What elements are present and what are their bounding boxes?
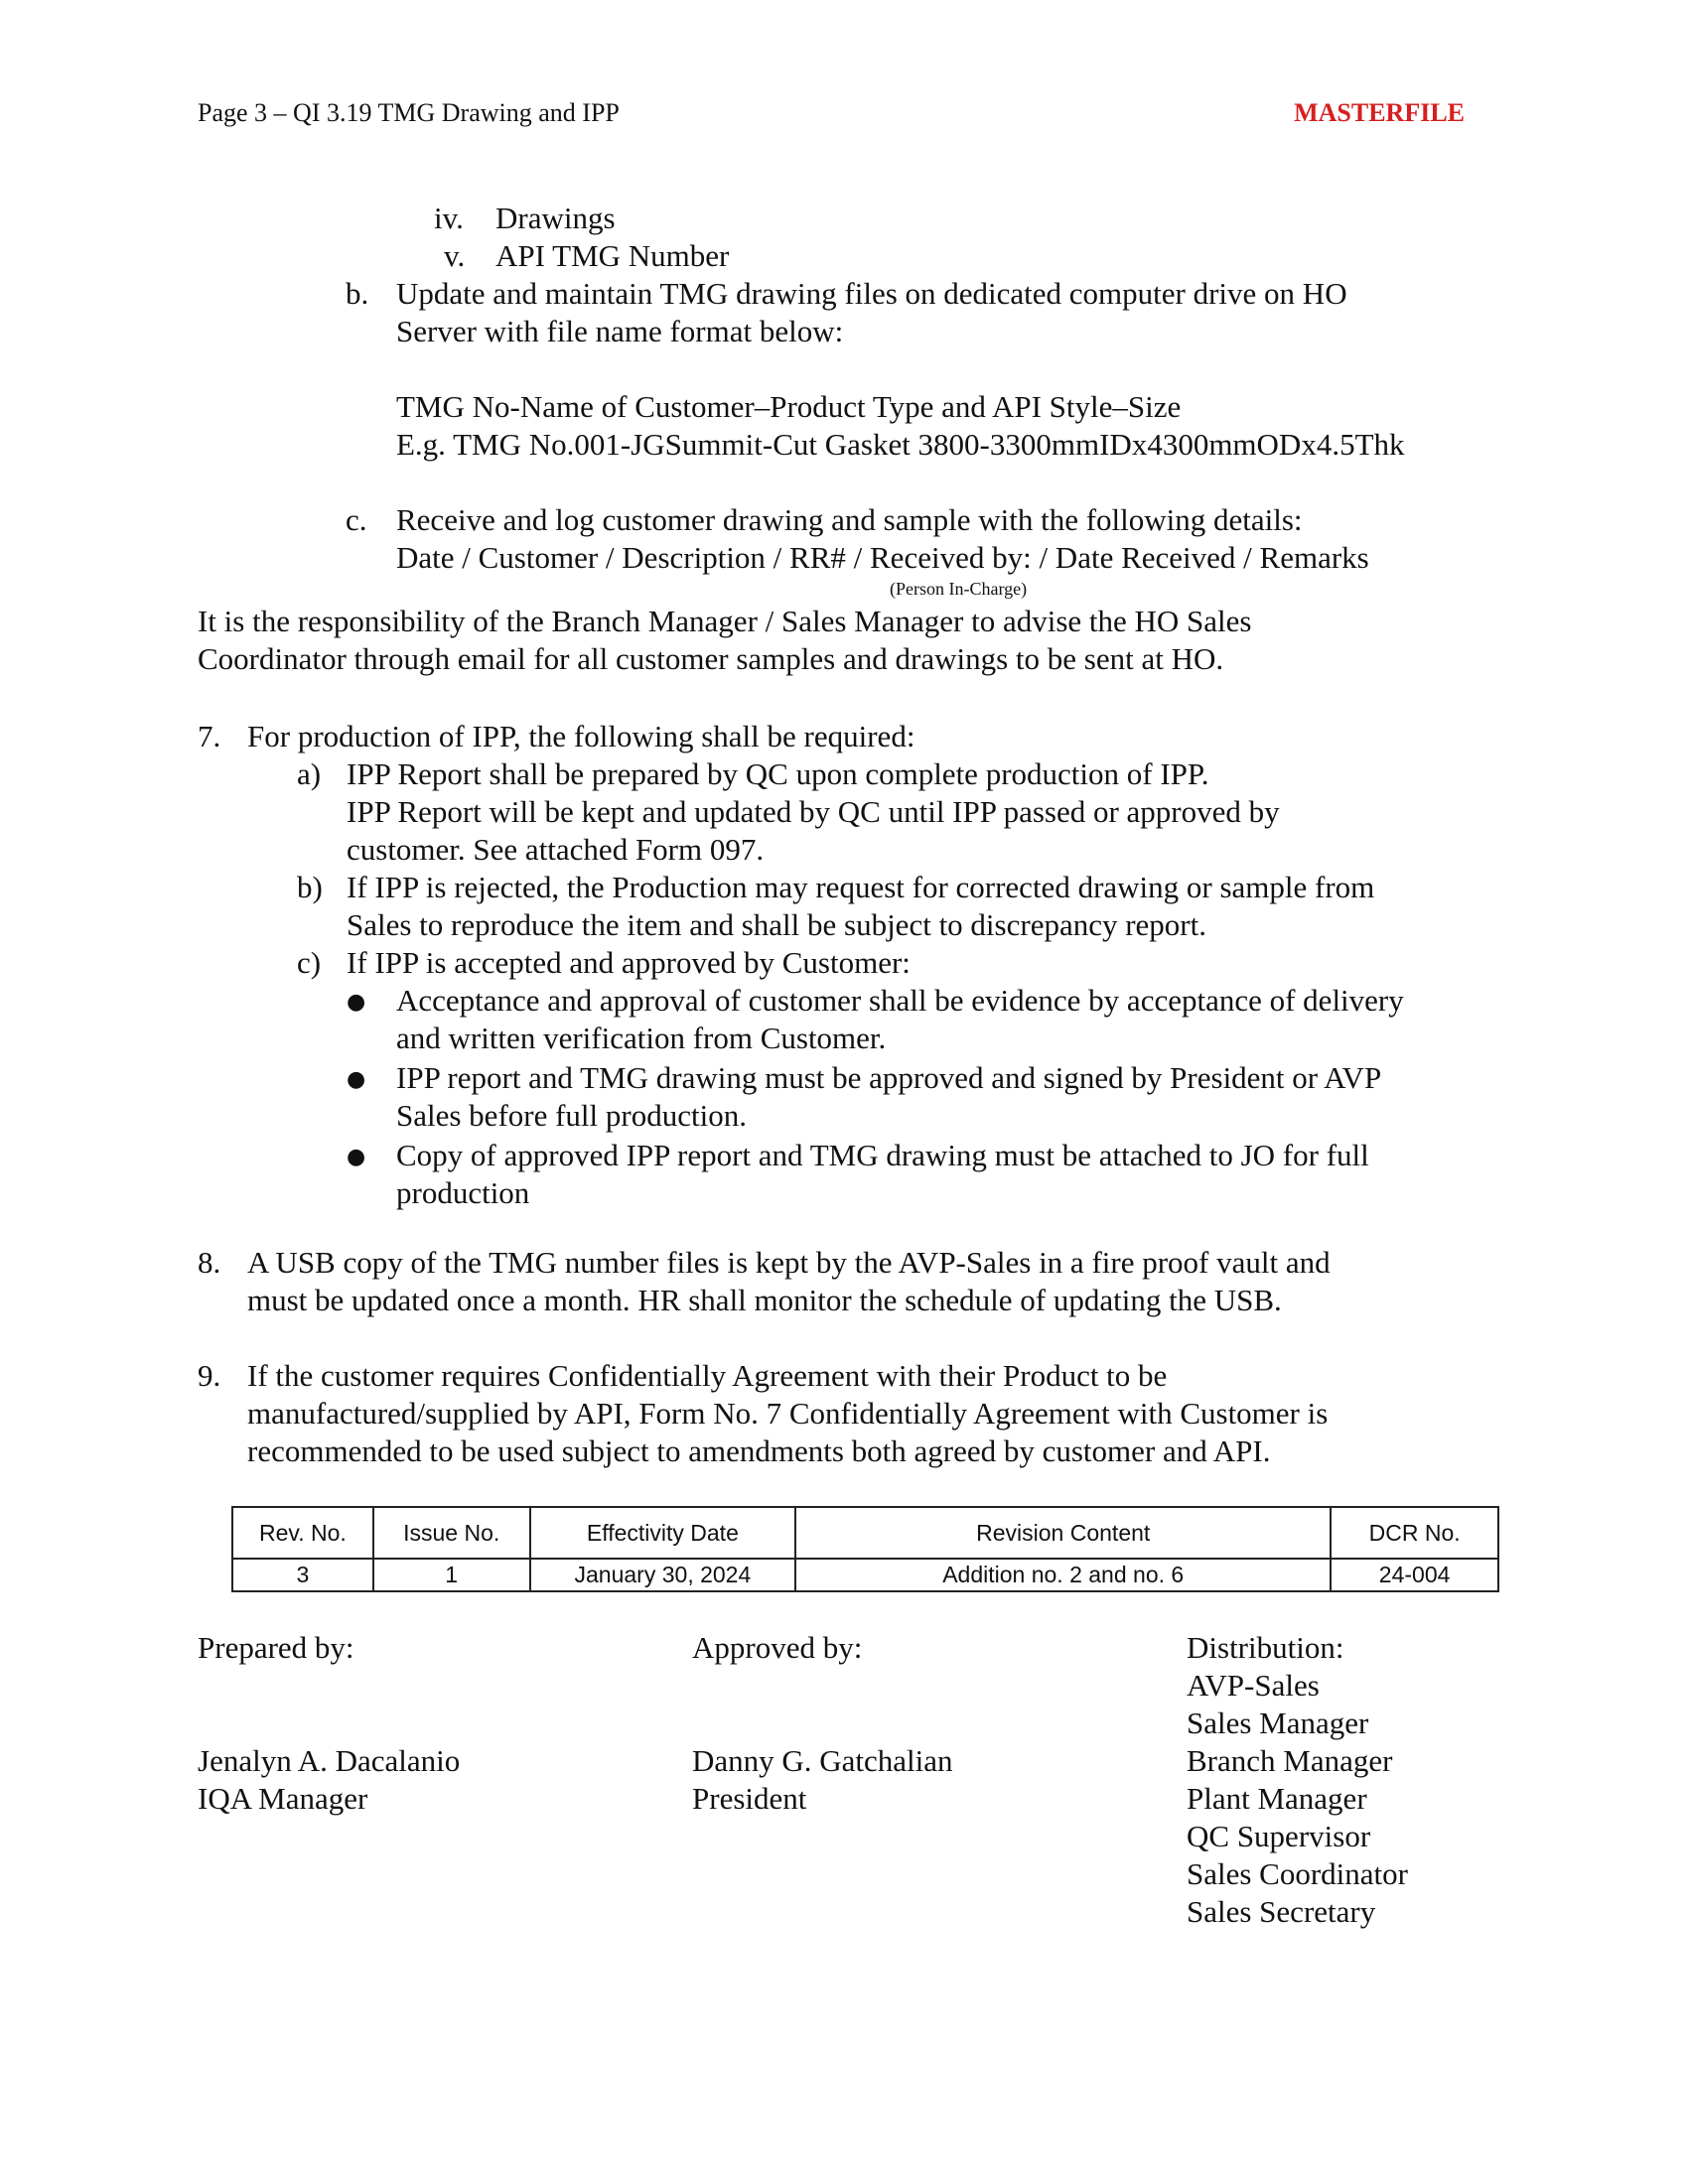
distribution-item: Sales Coordinator	[1187, 1856, 1408, 1891]
person-in-charge-note: (Person In-Charge)	[890, 579, 1028, 599]
page-header-title: Page 3 – QI 3.19 TMG Drawing and IPP	[198, 98, 620, 127]
cell-rev-no: 3	[232, 1559, 373, 1591]
item-7b-line1: If IPP is rejected, the Production may request for corrected drawing or sample from	[347, 870, 1375, 904]
item-c-line1: Receive and log customer drawing and sample with the following details:	[396, 502, 1303, 537]
cell-revision-content: Addition no. 2 and no. 6	[795, 1559, 1331, 1591]
prepared-by-title: IQA Manager	[198, 1781, 368, 1816]
item-7a-line2: IPP Report will be kept and updated by QC until IPP passed or approved by	[347, 794, 1280, 829]
item-c-line2: Date / Customer / Description / RR# / Received by: / Date Received / Remarks	[396, 540, 1369, 575]
list-item-v: API TMG Number	[495, 238, 730, 273]
bullet-icon: ●	[347, 1145, 366, 1169]
list-item-v-number: v.	[444, 238, 466, 273]
prepared-by-name: Jenalyn A. Dacalanio	[198, 1743, 461, 1778]
item-b-line2: Server with file name format below:	[396, 314, 844, 348]
bullet-icon: ●	[347, 990, 366, 1015]
distribution-item: AVP-Sales	[1187, 1668, 1320, 1703]
cell-dcr-no: 24-004	[1331, 1559, 1498, 1591]
item-9-line2: manufactured/supplied by API, Form No. 7 Confidentially Agreement with Customer is	[247, 1396, 1329, 1431]
item-b-label: b.	[346, 276, 369, 311]
bullet-icon: ●	[347, 1067, 366, 1092]
item-7c-label: c)	[297, 945, 322, 980]
bullet-1-line1: Acceptance and approval of customer shall be evidence by acceptance of delivery	[396, 983, 1404, 1018]
table-header-issue-no: Issue No.	[373, 1507, 530, 1559]
item-7a-label: a)	[297, 756, 322, 791]
distribution-item: Branch Manager	[1187, 1743, 1393, 1778]
item-b-line1: Update and maintain TMG drawing files on dedicated computer drive on HO	[396, 276, 1347, 311]
distribution-item: QC Supervisor	[1187, 1819, 1371, 1853]
responsibility-line1: It is the responsibility of the Branch Manager / Sales Manager to advise the HO Sales	[198, 604, 1252, 638]
table-row	[232, 1559, 1498, 1591]
item-8-line1: A USB copy of the TMG number files is kept by the AVP-Sales in a fire proof vault and	[247, 1245, 1331, 1280]
table-header-effectivity-date: Effectivity Date	[530, 1507, 796, 1559]
bullet-2-line1: IPP report and TMG drawing must be approved and signed by President or AVP	[396, 1060, 1382, 1095]
approved-by-title: President	[692, 1781, 807, 1816]
item-7-intro: For production of IPP, the following shall be required:	[247, 719, 915, 753]
distribution-item: Sales Secretary	[1187, 1894, 1376, 1929]
responsibility-line2: Coordinator through email for all customer samples and drawings to be sent at HO.	[198, 641, 1224, 676]
list-item-iv-number: iv.	[434, 201, 464, 235]
filename-example: E.g. TMG No.001-JGSummit-Cut Gasket 3800-3300mmIDx4300mmODx4.5Thk	[396, 427, 1405, 462]
prepared-by-label: Prepared by:	[198, 1630, 354, 1665]
approved-by-name: Danny G. Gatchalian	[692, 1743, 953, 1778]
table-header-rev-no: Rev. No.	[232, 1507, 373, 1559]
list-item-iv: Drawings	[495, 201, 616, 235]
table-header-row	[232, 1507, 1498, 1559]
distribution-label: Distribution:	[1187, 1630, 1344, 1665]
cell-effectivity-date: January 30, 2024	[530, 1559, 796, 1591]
item-8-number: 8.	[198, 1245, 221, 1280]
item-9-line3: recommended to be used subject to amendments both agreed by customer and API.	[247, 1433, 1271, 1468]
masterfile-stamp: MASTERFILE	[1294, 98, 1465, 127]
item-8-line2: must be updated once a month. HR shall monitor the schedule of updating the USB.	[247, 1283, 1282, 1317]
bullet-2-line2: Sales before full production.	[396, 1098, 747, 1133]
item-7c-line1: If IPP is accepted and approved by Customer:	[347, 945, 911, 980]
table-header-revision-content: Revision Content	[795, 1507, 1331, 1559]
item-9-line1: If the customer requires Confidentially Agreement with their Product to be	[247, 1358, 1168, 1393]
revision-table	[231, 1506, 1499, 1592]
bullet-1-line2: and written verification from Customer.	[396, 1021, 887, 1055]
filename-format: TMG No-Name of Customer–Product Type and API Style–Size	[396, 389, 1182, 424]
item-9-number: 9.	[198, 1358, 221, 1393]
distribution-item: Sales Manager	[1187, 1706, 1369, 1740]
bullet-3-line2: production	[396, 1175, 530, 1210]
item-7b-label: b)	[297, 870, 323, 904]
approved-by-label: Approved by:	[692, 1630, 863, 1665]
bullet-3-line1: Copy of approved IPP report and TMG drawing must be attached to JO for full	[396, 1138, 1369, 1172]
distribution-item: Plant Manager	[1187, 1781, 1367, 1816]
item-7-number: 7.	[198, 719, 221, 753]
item-7a-line1: IPP Report shall be prepared by QC upon complete production of IPP.	[347, 756, 1209, 791]
table-header-dcr-no: DCR No.	[1331, 1507, 1498, 1559]
item-7a-line3: customer. See attached Form 097.	[347, 832, 765, 867]
item-7b-line2: Sales to reproduce the item and shall be subject to discrepancy report.	[347, 907, 1206, 942]
item-c-label: c.	[346, 502, 367, 537]
cell-issue-no: 1	[373, 1559, 530, 1591]
